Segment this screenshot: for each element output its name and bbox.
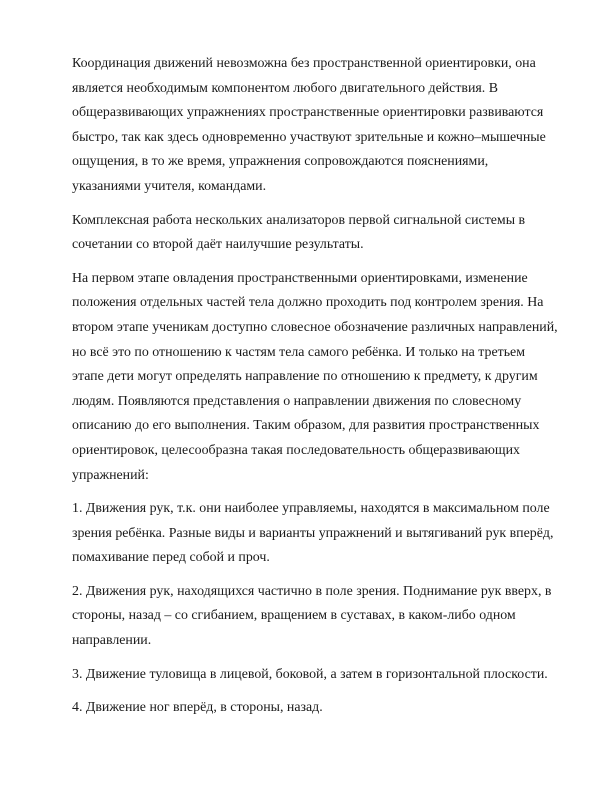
list-item-3 <box>72 663 558 688</box>
text-line: сочетании со второй даёт наилучшие результаты. <box>72 237 364 253</box>
paragraph-analyzers <box>72 209 558 258</box>
text-line: является необходимым компонентом любого двигательного действия. В <box>72 80 499 96</box>
text-line: помахивание перед собой и проч. <box>72 550 270 566</box>
text-line: но всё это по отношению к частям тела самого ребёнка. И только на третьем <box>72 344 526 360</box>
text-line: зрения ребёнка. Разные виды и варианты упражнений и вытягиваний рук вперёд, <box>72 525 554 541</box>
text-line: ощущения, в то же время, упражнения сопровождаются пояснениями, <box>72 154 489 170</box>
text-line: На первом этапе овладения пространственными ориентировками, изменение <box>72 270 528 286</box>
text-line: 2. Движения рук, находящихся частично в поле зрения. Поднимание рук вверх, в <box>72 583 552 599</box>
text-line: ориентировок, целесообразна такая последовательность общеразвивающих <box>72 442 520 458</box>
list-item-4 <box>72 696 558 721</box>
text-line: 4. Движение ног вперёд, в стороны, назад. <box>72 700 323 716</box>
text-line: этапе дети могут определять направление по отношению к предмету, к другим <box>72 369 538 385</box>
text-line: 1. Движения рук, т.к. они наиболее управляемы, находятся в максимальном поле <box>72 501 550 517</box>
text-line: упражнений: <box>72 467 149 483</box>
text-line: людям. Появляются представления о направлении движения по словесному <box>72 393 522 409</box>
text-line: общеразвивающих упражнениях пространственные ориентировки развиваются <box>72 105 544 121</box>
text-line: 3. Движение туловища в лицевой, боковой, а затем в горизонтальной плоскости. <box>72 666 548 682</box>
text-line: стороны, назад – со сгибанием, вращением в суставах, в каком-либо одном <box>72 608 516 624</box>
document-body <box>72 52 558 730</box>
text-line: Координация движений невозможна без пространственной ориентировки, она <box>72 56 536 71</box>
text-line: быстро, так как здесь одновременно участвуют зрительные и кожно–мышечные <box>72 129 546 145</box>
text-line: указаниями учителя, командами. <box>72 178 267 194</box>
text-line: положения отдельных частей тела должно проходить под контролем зрения. На <box>72 295 544 311</box>
paragraph-stages <box>72 267 558 488</box>
paragraph-coordination <box>72 52 558 200</box>
text-line: втором этапе ученикам доступно словесное обозначение различных направлений, <box>72 319 558 335</box>
list-item-2 <box>72 580 558 654</box>
text-line: описанию до его выполнения. Таким образом, для развития пространственных <box>72 418 540 434</box>
list-item-1 <box>72 497 558 571</box>
text-line: направлении. <box>72 633 152 649</box>
text-line: Комплексная работа нескольких анализаторов первой сигнальной системы в <box>72 212 526 228</box>
